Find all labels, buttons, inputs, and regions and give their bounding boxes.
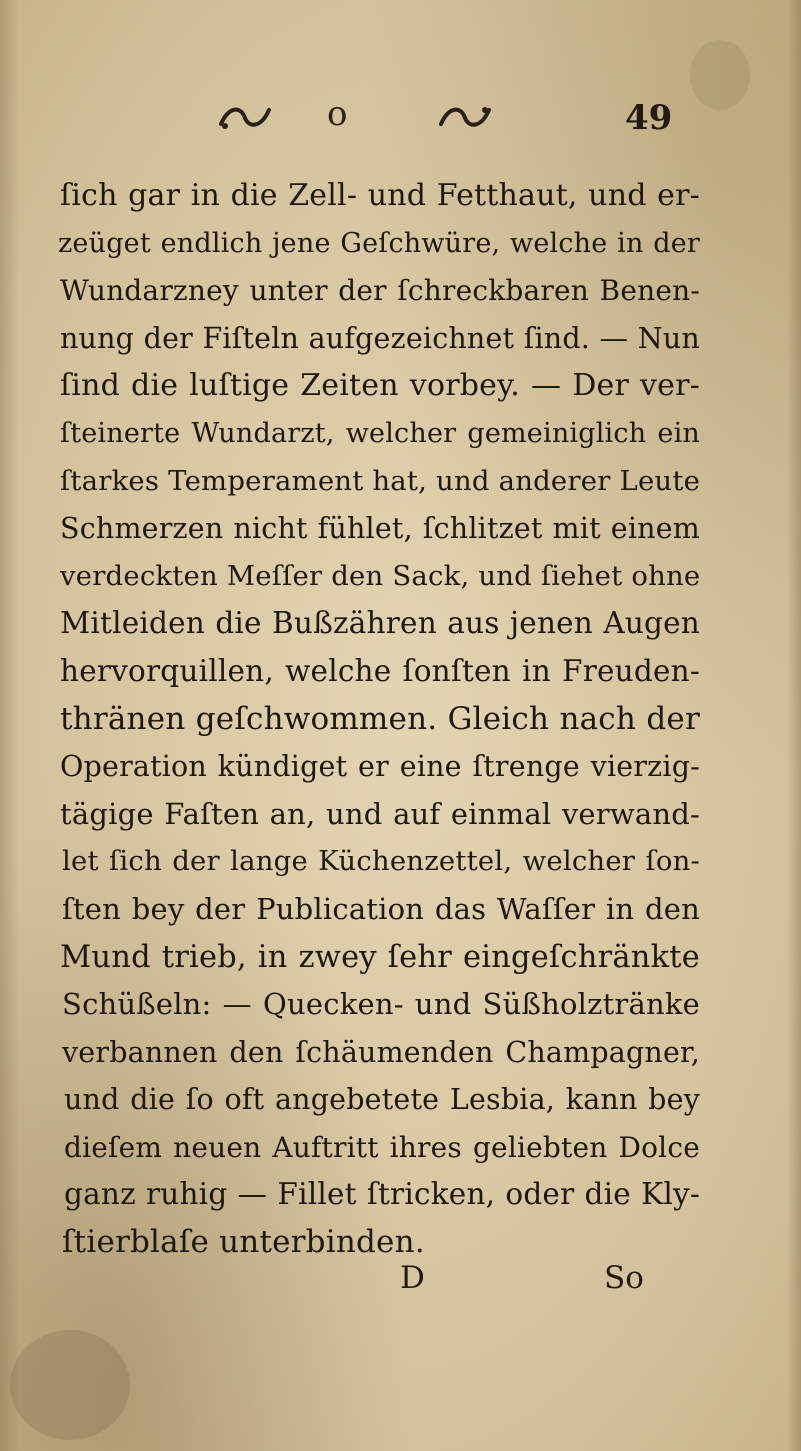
text-line: ſten bey der Publication das Waſſer in den <box>62 891 700 926</box>
text-line: ſtierblaſe unterbinden. <box>62 1224 425 1261</box>
text-line: nung der Fiſteln aufgezeichnet ſind. — Nun <box>60 321 700 355</box>
body-text <box>50 172 700 1267</box>
text-line: Schüßeln: — Quecken- und Süßholztränke <box>62 987 700 1022</box>
right-flourish-ornament-icon <box>435 98 495 134</box>
catchword: So <box>604 1260 644 1296</box>
text-line: ſtarkes Temperament hat, und anderer Leute <box>60 464 701 497</box>
page-number: 49 <box>625 98 673 138</box>
page-footer <box>0 1260 801 1310</box>
page-right-edge-shadow <box>787 0 801 1451</box>
text-line: zeüget endlich jene Geſchwüre, welche in der <box>58 227 700 259</box>
text-line: verdeckten Meſſer den Sack, und ſiehet ohne <box>60 559 701 592</box>
text-line: ſteinerte Wundarzt, welcher gemeiniglich ein <box>60 417 700 449</box>
center-ornament: o <box>327 94 348 134</box>
paper-stain <box>10 1330 130 1440</box>
text-line: Schmerzen nicht fühlet, ſchlitzet mit einem <box>60 512 700 546</box>
text-line: dieſem neuen Auftritt ihres geliebten Dolce <box>64 1130 700 1164</box>
text-line: let ſich der lange Küchenzettel, welcher ſon- <box>62 845 700 878</box>
signature-mark: D <box>400 1260 425 1296</box>
text-line: thränen geſchwommen. Gleich nach der <box>60 700 700 737</box>
page-left-edge-shadow <box>0 0 20 1451</box>
paper-stain <box>690 40 750 110</box>
text-line: Mitleiden die Bußzähren aus jenen Augen <box>60 606 700 641</box>
page-header <box>215 94 685 148</box>
text-line: Mund trieb, in zwey ſehr eingeſchränkte <box>60 939 700 975</box>
text-line: tägige Faſten an, und auf einmal verwand- <box>60 796 700 831</box>
text-line: ſich gar in die Zell- und Fetthaut, und er- <box>60 178 700 213</box>
text-line: Wundarzney unter der ſchreckbaren Benen- <box>60 274 700 308</box>
text-line: ganz ruhig — Fillet ſtricken, oder die Kly- <box>64 1177 700 1212</box>
text-line: verbannen den ſchäumenden Champagner, <box>62 1035 700 1069</box>
text-line: und die ſo oft angebetete Lesbia, kann bey <box>64 1083 700 1117</box>
left-flourish-ornament-icon <box>215 98 275 134</box>
text-line: hervorquillen, welche ſonſten in Freuden- <box>60 653 700 688</box>
text-line: ſind die luſtige Zeiten vorbey. — Der ver- <box>60 368 700 404</box>
text-line: Operation kündiget er eine ſtrenge vierzig- <box>60 750 700 784</box>
